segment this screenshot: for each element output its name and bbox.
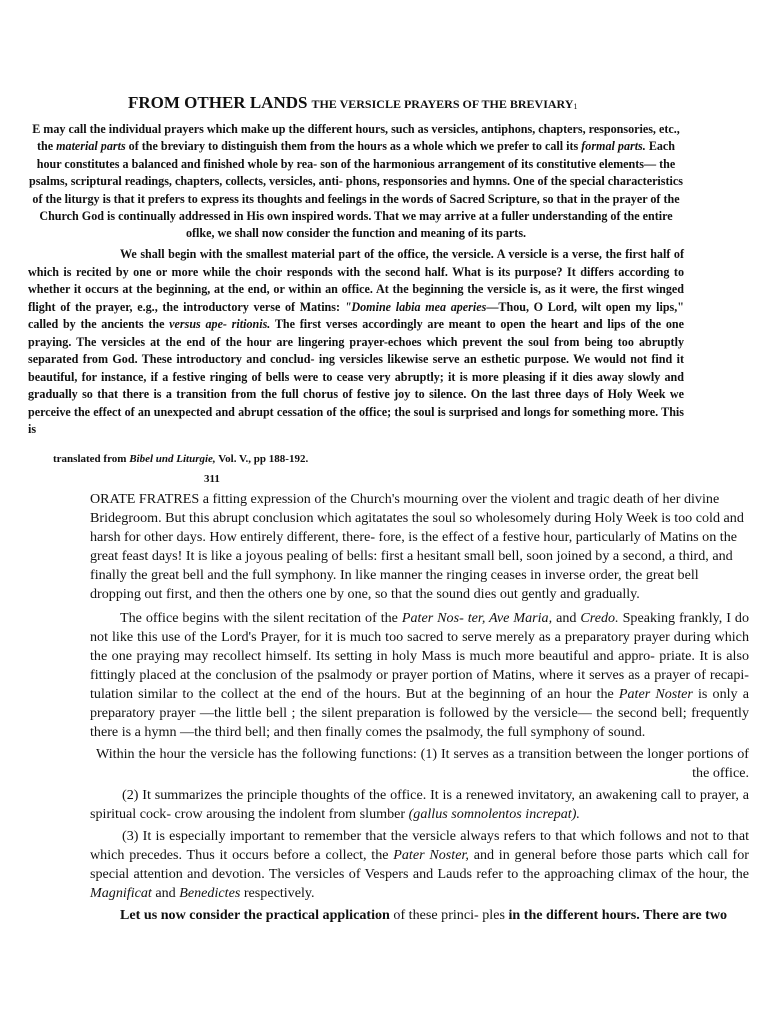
intro-em-material-parts: material parts (56, 139, 126, 154)
p5-text-3: and (151, 885, 180, 901)
footnote (53, 452, 553, 467)
body-paragraph-5 (90, 827, 749, 903)
body-paragraph-3: Within the hour the versicle has the following functions: (1) It serves as a transition between the longer portions of the office. (96, 746, 749, 781)
p5-text-1: (3) It is especially important to remember that the versicle always refers to that which follows and not to that which precedes. Thus it occurs before a collect, the (90, 828, 749, 863)
body-paragraph-2 (90, 609, 749, 742)
intro-text-1: E may call the individual prayers which make up the different hours, such as versicles, antiphons, chapters, responsories, etc., the (32, 122, 680, 154)
intro-text-3: Each hour constitutes a balanced and finished whole by rea- son of the harmonious arrangement of its constitutive elements— the psalms, scriptural readings, chapters, collects, versicles, anti- phons, responsories and hymns. One of the special characteristics of the liturgy is that it prefers to express its thoughts and feelings in the words of Sacred Scripture, so that in the prayer of the Church God is continually addressed in His own inspired words. That we may arrive at a fuller understanding of the entire oflke, we shall now consider the function and meaning of its parts. (29, 139, 683, 241)
footnote-suffix: Vol. V., pp 188-192. (215, 453, 309, 465)
intro-paragraph (28, 121, 684, 243)
title-footnote-mark: 1 (573, 102, 578, 111)
p5-em-magnificat: Magnificat (90, 885, 152, 901)
p5-text-2: and in general before those parts which call for special attention and devotion. The versicles of Vespers and Lauds refer to the approaching climax of the hour, the (90, 847, 749, 882)
p6-text-1: of these princi- ples (389, 907, 509, 923)
article-title (128, 92, 728, 117)
title-subtitle: THE VERSICLE PRAYERS OF THE BREVIARY (311, 97, 574, 111)
p2-text-1: The office begins with the silent recitation of the (120, 610, 402, 626)
versicle-paragraph (28, 246, 684, 439)
versicle-text-3: The first verses accordingly are meant to open the heart and lips of the one praying. The versicles at the end of the hour are lingering prayer-echoes which prevent the soul from being too abruptly separated from God. These introductory and conclud- ing versicles likewise serve an esthetic purpose. We would not find it beautiful, for instance, if a festive ringing of bells were to cease very abruptly; it is more pleasing if it dies away slowly and gradually so that there is a transition from the full chorus of festive joy to silence. On the last three days of Holy Week we perceive the effect of an unexpected and abrupt cessation of the office; the soul is surprised and longs for something more. This is (28, 317, 684, 436)
versicle-em-domine: "Domine labia mea aperies (344, 299, 487, 314)
versicle-text-1: We shall begin with the smallest material part of the office, the versicle. A versicle is a verse, the first half of which is recited by one or more while the choir responds with the second half. What is its purpose? It differs according to whether it occurs at the beginning, at the end, or within an office. At the beginning the versicle is, as it were, the first winged flight of the prayer, e.g., the introductory verse of Matins: (28, 247, 684, 314)
p4-text-1: (2) It summarizes the principle thoughts of the office. It is a renewed invitatory, an awakening call to prayer, a spiritual cock- crow arousing the indolent from slumber (90, 787, 749, 822)
versicle-em-aperitionis: versus ape- ritionis. (169, 317, 271, 331)
body-text (90, 490, 749, 925)
title-main: FROM OTHER LANDS (128, 93, 308, 112)
body-paragraph-4 (90, 786, 749, 824)
intro-em-formal-parts: formal parts. (581, 139, 646, 154)
p6-bold-2: in the different hours. There are two (508, 907, 728, 923)
p2-em-pater-ave: Pater Nos- ter, Ave Maria, (401, 610, 553, 626)
footnote-source: Bibel und Liturgie, (129, 453, 216, 465)
p2-em-pater-noster: Pater Noster (618, 686, 693, 702)
body-paragraph-1: ORATE FRATRES a fitting expression of the Church's mourning over the violent and tragic death of her divine Bridegroom. But this abrupt conclusion which agitatates the soul so wholesomely during Holy Week is too cold and harsh for other days. How entirely different, there- fore, is the effect of a festive hour, particularly of Matins on the great feast days! It is like a joyous pealing of bells: first a hesitant small bell, soon joined by a second, a third, and finally the great bell and the full symphony. In like manner the ringing ceases in inverse order, the great bell dropping out first, and then the others one by one, so that the sound dies out gently and gradually. (90, 491, 744, 602)
p2-em-credo: Credo. (580, 610, 619, 626)
p2-text-3: Speaking frankly, I do not like this use of the Lord's Prayer, for it is much too sacred to serve merely as a preparatory prayer during which the one praying may recollect himself. Its setting in holy Mass is much more beautiful and appro- priate. It is also fittingly placed at the conclusion of the psalmody or prayer portion of Matins, where it serves as a prayer of recapi- tulation similar to the collect at the end of the hours. But at the beginning of an hour the (90, 610, 749, 702)
p2-text-4: is only a preparatory prayer —the little bell ; the silent preparation is followed by the versicle— the second bell; frequently there is a hymn —the third bell; and then finally comes the psalmody, the full symphony of sound. (90, 686, 749, 740)
p4-em-gallus: (gallus somnolentos increpat). (408, 806, 580, 822)
versicle-text-2: —Thou, O Lord, wilt open my lips," called by the ancients the (28, 299, 684, 331)
p5-text-4: respectively. (240, 885, 315, 901)
p5-em-benedictes: Benedictes (179, 885, 241, 901)
p5-em-pater-noster: Pater Noster, (393, 847, 469, 863)
page-number: 311 (204, 473, 220, 485)
p6-bold-1: Let us now consider the practical application (120, 907, 390, 923)
intro-text-2: of the breviary to distinguish them from the hours as a whole which we prefer to call its (125, 139, 582, 154)
body-paragraph-6 (90, 906, 749, 925)
footnote-prefix: translated from (53, 453, 130, 465)
p2-text-2: and (552, 610, 581, 626)
